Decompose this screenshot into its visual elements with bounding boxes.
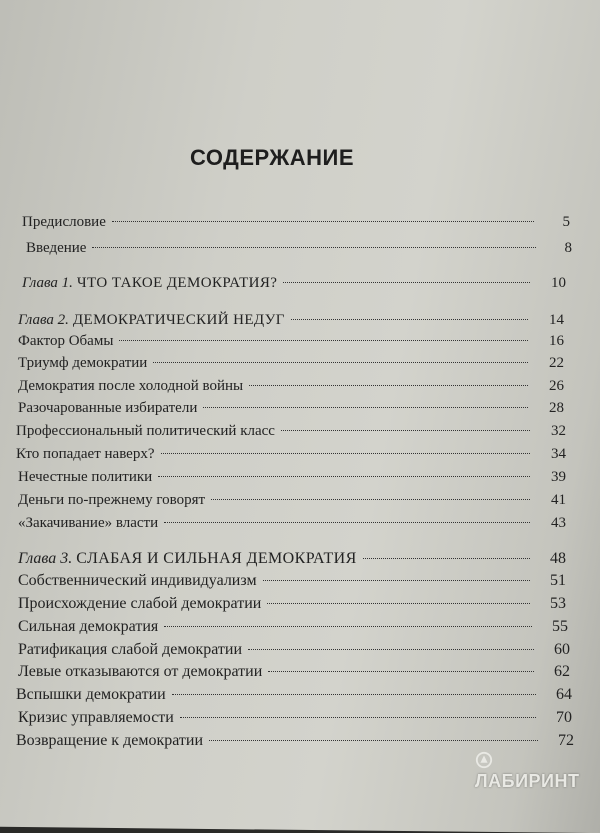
toc-entry-title: Собственнический индивидуализм [18,572,257,589]
toc-entry-label [22,214,106,231]
dot-leader [92,247,536,248]
toc-entry [18,515,566,532]
dot-leader [164,626,532,627]
toc-entry-title: Профессиональный политический класс [16,423,275,439]
toc-page-number: 14 [549,312,564,328]
dot-leader [164,522,530,523]
page-title: СОДЕРЖАНИЕ [190,145,355,170]
dot-leader [363,558,530,559]
toc-page-number: 70 [556,709,572,726]
toc-page-number: 5 [562,214,570,230]
toc-entry [16,732,574,750]
dot-leader [119,340,528,341]
toc-entry [18,312,564,329]
dot-leader [281,430,530,431]
toc-entry [18,572,566,590]
toc-entry-title: СЛАБАЯ И СИЛЬНАЯ ДЕМОКРАТИЯ [76,550,357,567]
toc-entry-label [18,641,242,659]
toc-entry-label [18,312,285,329]
toc-entry [18,663,570,681]
toc-entry-label [16,446,155,463]
toc-entry [26,240,572,257]
toc-entry-title: «Закачивание» власти [18,515,159,531]
toc-page-number: 43 [551,515,566,531]
toc-entry-label [26,240,86,257]
toc-page-number: 10 [551,275,566,291]
dot-leader [249,385,528,386]
toc-entry-title: Введение [26,240,87,256]
dot-leader [283,282,530,283]
dot-leader [112,221,534,222]
toc-entry [18,400,564,417]
toc-page-number: 41 [551,492,566,508]
toc-entry-label [18,378,243,395]
toc-entry-label [18,595,261,613]
toc-entry-label [16,732,203,750]
toc-entry [18,550,566,568]
chapter-number: Глава 2. [18,312,69,328]
toc-page-number: 72 [558,732,574,749]
dot-leader [172,694,536,695]
toc-page-number: 39 [551,469,566,485]
toc-entry-label [18,709,174,727]
toc-entry [18,709,572,727]
dot-leader [267,603,530,604]
toc-entry-title: ДЕМОКРАТИЧЕСКИЙ НЕДУГ [72,312,285,328]
toc-page-number: 28 [549,400,564,416]
toc-entry-title: ЧТО ТАКОЕ ДЕМОКРАТИЯ? [76,275,278,291]
toc-entry [18,333,564,350]
toc-page-number: 22 [549,355,564,371]
dot-leader [291,319,528,320]
toc-page-number: 51 [550,572,566,589]
dot-leader [248,649,534,650]
toc-entry [18,469,566,486]
dot-leader [203,407,528,408]
toc-entry-label [18,355,147,372]
toc-entry-label [18,618,158,636]
toc-entry-title: Кто попадает наверх? [16,446,155,462]
dot-leader [211,499,530,500]
toc-page-number: 60 [554,641,570,658]
toc-page-number: 8 [564,240,572,256]
toc-entry [16,446,566,463]
dot-leader [153,362,528,363]
toc-entry-label [18,400,197,417]
labyrinth-logo-icon [475,751,493,769]
toc-entry-title: Деньги по-прежнему говорят [18,492,206,508]
toc-page-number: 16 [549,333,564,349]
toc-entry-label [18,333,113,350]
toc-page-number: 55 [552,618,568,635]
toc-entry-title: Разочарованные избиратели [18,400,198,416]
toc-entry-label [16,686,166,704]
toc-entry-title: Фактор Обамы [18,333,114,349]
toc-entry-title: Происхождение слабой демократии [18,595,262,612]
toc-entry [18,492,566,509]
toc-page-number: 53 [550,595,566,612]
toc-entry-title: Нечестные политики [18,469,153,485]
toc-entry-label [18,572,257,590]
dot-leader [263,580,530,581]
dot-leader [158,476,530,477]
toc-entry [22,275,566,292]
toc-entry-label [18,469,152,486]
toc-entry [18,355,564,372]
dot-leader [268,671,534,672]
toc-entry-label [16,423,275,440]
watermark-text: ЛАБИРИНТ [475,771,580,791]
toc-page-number: 64 [556,686,572,703]
toc-entry-title: Сильная демократия [18,618,159,635]
toc-entry-title: Ратификация слабой демократии [18,641,243,658]
dot-leader [209,740,538,741]
toc-page-number: 32 [551,423,566,439]
watermark [475,750,600,792]
toc-entry-label [18,550,357,568]
dot-leader [161,453,530,454]
toc-page-number: 62 [554,663,570,680]
toc-entry [18,378,564,395]
dot-leader [180,717,536,718]
toc-entry-label [18,515,158,532]
toc-entry-title: Триумф демократии [18,355,148,371]
toc-entry-title: Предисловие [22,214,106,230]
toc-entry [18,641,570,659]
chapter-number: Глава 3. [18,550,73,567]
toc-entry-label [18,663,262,681]
toc-page-number: 48 [550,550,566,567]
toc-entry [18,595,566,613]
toc-entry [22,214,570,231]
toc-entry-title: Левые отказываются от демократии [18,663,263,680]
toc-entry [18,618,568,636]
toc-entry-title: Демократия после холодной войны [18,378,244,394]
chapter-number: Глава 1. [22,275,73,291]
toc-entry-label [18,492,205,509]
toc-entry-title: Кризис управляемости [18,709,174,726]
toc-entry [16,686,572,704]
toc-page-number: 26 [549,378,564,394]
toc-entry-label [22,275,277,292]
toc-entry [16,423,566,440]
toc-entry-title: Возвращение к демократии [16,732,204,749]
toc-entry-title: Вспышки демократии [16,686,166,703]
toc-page-number: 34 [551,446,566,462]
